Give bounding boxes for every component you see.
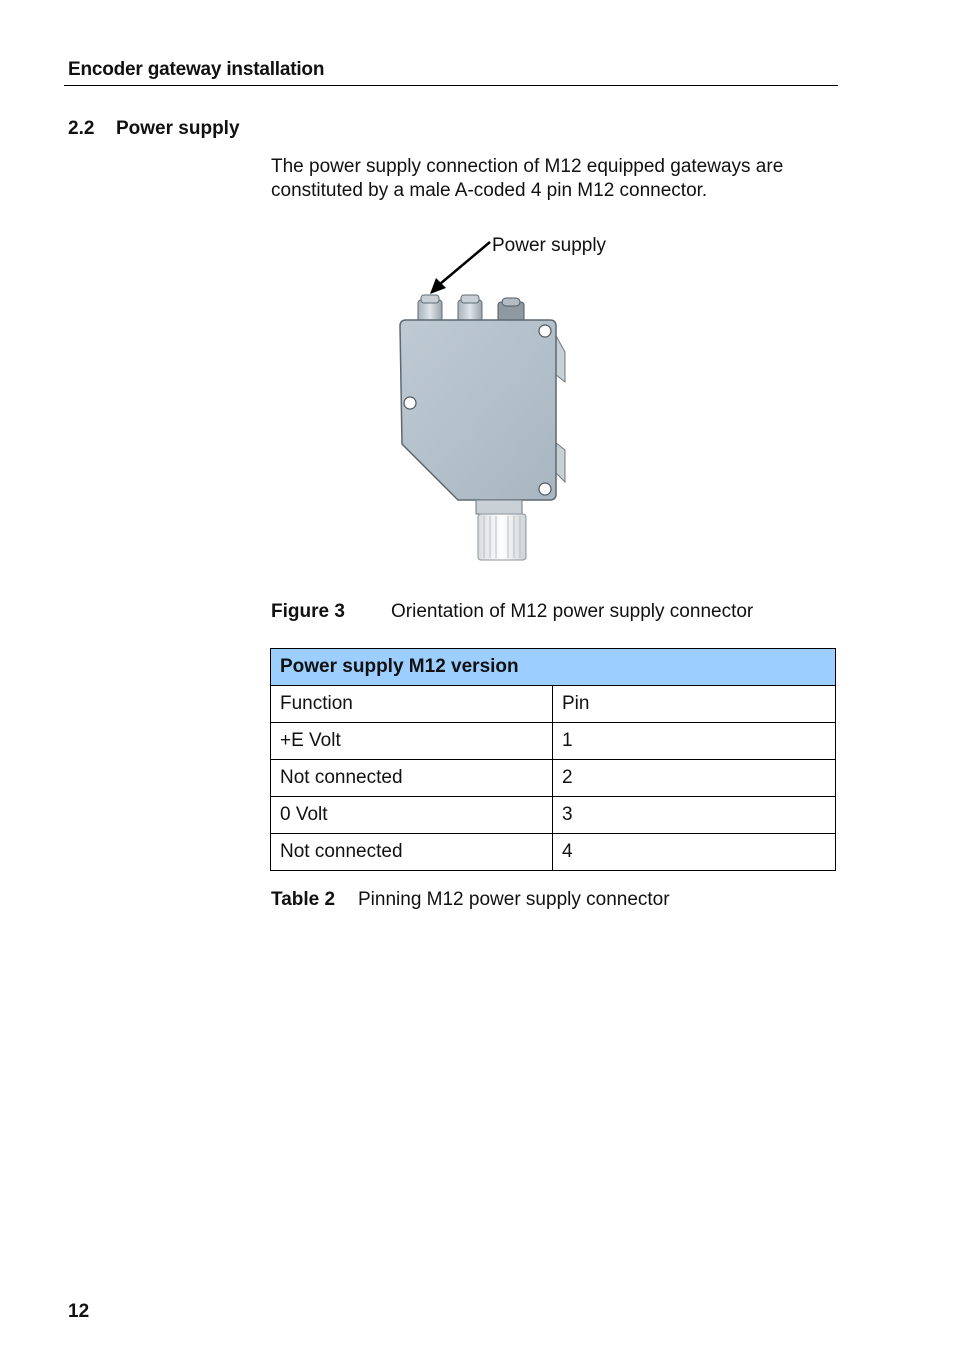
top-connector-1 xyxy=(418,295,442,322)
table-cell-pin: 1 xyxy=(553,723,836,760)
table-cell-pin: 3 xyxy=(553,797,836,834)
bottom-encoder-connector xyxy=(476,500,526,560)
table-cell-function: Not connected xyxy=(271,834,553,871)
table-header-row xyxy=(271,686,836,723)
column-header-function: Function xyxy=(271,686,553,723)
table-cell-function: +E Volt xyxy=(271,723,553,760)
callout-arrow xyxy=(440,242,490,284)
figure-callout-label: Power supply xyxy=(492,235,607,256)
intro-paragraph: The power supply connection of M12 equipped gateways are constituted by a male A-coded 4 pin M12 connector. xyxy=(271,156,784,201)
column-header-pin: Pin xyxy=(553,686,836,723)
gateway-device-illustration xyxy=(380,232,640,567)
table-label: Table 2 xyxy=(271,889,336,910)
mounting-hole-bottom-right xyxy=(539,483,551,495)
mounting-hole-top-right xyxy=(539,325,551,337)
header-rule xyxy=(64,85,838,86)
figure-label: Figure 3 xyxy=(271,601,345,622)
top-connector-2 xyxy=(458,295,482,322)
section-number: 2.2 xyxy=(68,118,95,139)
device-body xyxy=(400,320,556,500)
mounting-hole-left xyxy=(404,397,416,409)
running-header: Encoder gateway installation xyxy=(68,59,325,80)
table-row xyxy=(271,723,836,760)
table-cell-function: Not connected xyxy=(271,760,553,797)
table-cell-pin: 4 xyxy=(553,834,836,871)
table-row xyxy=(271,760,836,797)
top-connector-3 xyxy=(498,298,524,322)
table-cell-function: 0 Volt xyxy=(271,797,553,834)
table-row xyxy=(271,834,836,871)
table-caption: Pinning M12 power supply connector xyxy=(358,889,670,910)
page-number: 12 xyxy=(68,1301,90,1322)
table-title-row xyxy=(271,649,836,686)
section-title: Power supply xyxy=(116,118,240,139)
table-row xyxy=(271,797,836,834)
table-cell-pin: 2 xyxy=(553,760,836,797)
pinning-table xyxy=(270,648,836,871)
figure-caption: Orientation of M12 power supply connector xyxy=(391,601,754,622)
table-title: Power supply M12 version xyxy=(271,649,836,686)
